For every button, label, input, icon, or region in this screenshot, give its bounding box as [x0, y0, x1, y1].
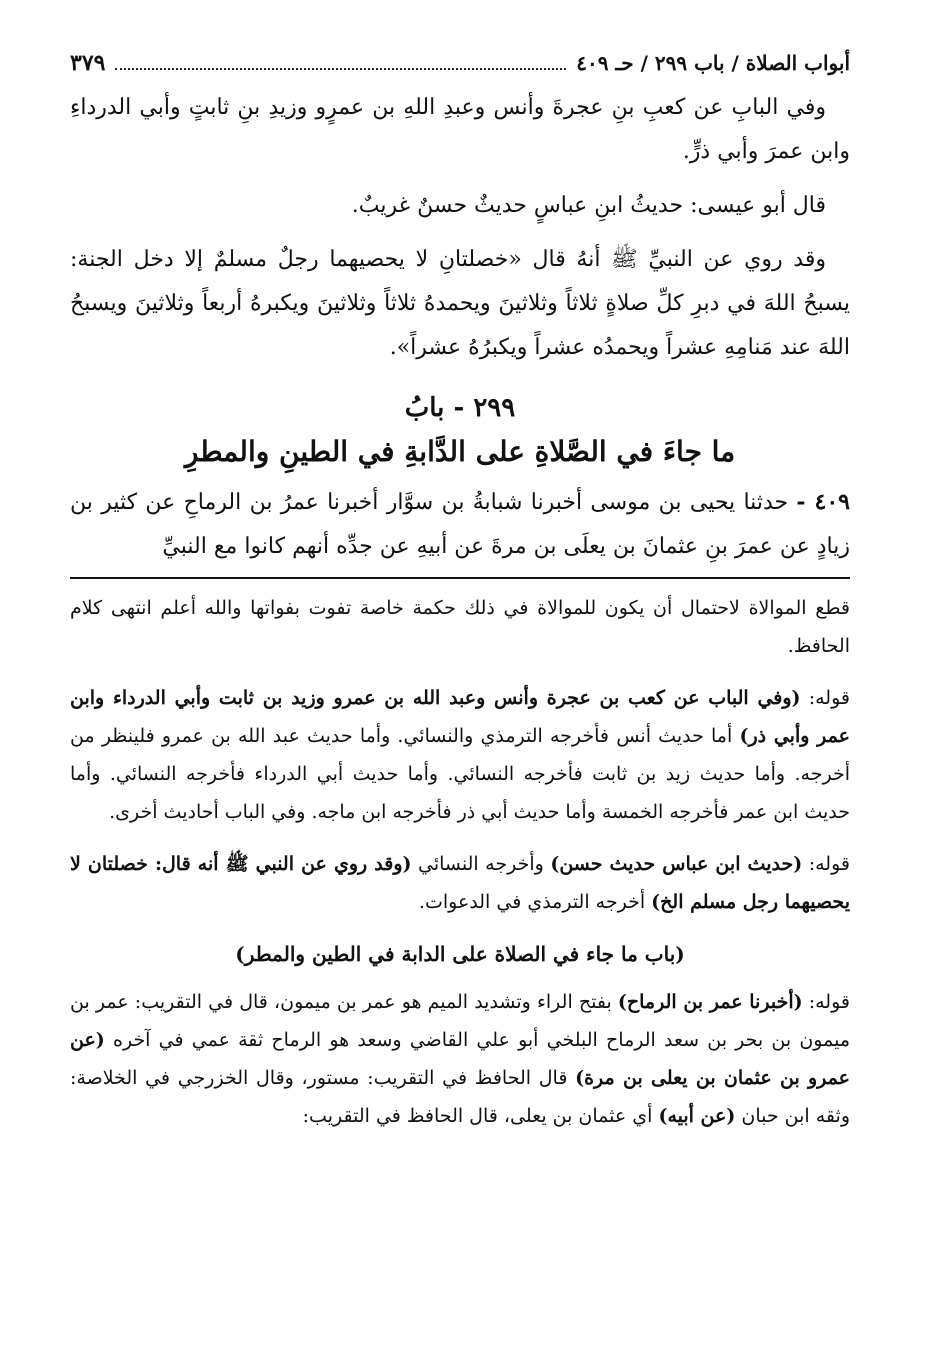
- commentary-lemma: (وقد روي عن النبي ﷺ أنه قال: خصلتان لا يحصيهما رجل مسلم الخ): [70, 853, 850, 913]
- commentary-lemma: (أخبرنا عمر بن الرماح): [617, 991, 803, 1013]
- commentary-lemma: (حديث ابن عباس حديث حسن): [550, 853, 803, 875]
- commentary-paragraph-3: [70, 845, 850, 921]
- footnote-divider: [70, 577, 850, 579]
- header-title: أبواب الصلاة / باب ٢٩٩ / حـ ٤٠٩: [576, 51, 850, 75]
- hadith-number: ٤٠٩ -: [796, 489, 850, 515]
- commentary-text: بفتح الراء وتشديد الميم هو عمر بن ميمون، قال في التقريب: عمر بن ميمون بن بحر بن سعد الرماح البلخي أبو علي القاضي وسعد هو الرماح ثقة عمي في آخره: [70, 991, 850, 1051]
- main-paragraph-1: وفي البابِ عن كعبِ بنِ عجرةَ وأنس وعبدِ اللهِ بن عمرٍو وزيدِ بنِ ثابتٍ وأبي الدرداءِ وابن عمرَ وأبي ذرٍّ.: [70, 95, 850, 164]
- main-text: [70, 86, 850, 370]
- commentary-label: قوله:: [808, 853, 850, 875]
- commentary: [70, 589, 850, 1135]
- commentary-lemma: (عن أبيه): [658, 1105, 736, 1127]
- commentary-paragraph-1: قطع الموالاة لاحتمال أن يكون للموالاة في ذلك حكمة خاصة تفوت بفواتها والله أعلم انتهى كلام الحافظ.: [70, 597, 850, 657]
- hadith-body: حدثنا يحيى بن موسى أخبرنا شبابةُ بن سوَّار أخبرنا عمرُ بن الرماحِ عن كثير بن زيادٍ عن عمرَ بنِ عثمانَ بن يعلَى بن مرةَ عن أبيهِ عن جدِّه أنهم كانوا مع النبيِّ: [70, 490, 850, 559]
- running-header: [70, 50, 850, 86]
- commentary-lemma: (عن عمرو بن عثمان بن يعلى بن مرة): [70, 1029, 850, 1089]
- hadith-text: [70, 480, 850, 569]
- chapter-title: ما جاءَ في الصَّلاةِ على الدَّابةِ في الطينِ والمطرِ: [184, 435, 736, 468]
- commentary-text: أما حديث أنس فأخرجه الترمذي والنسائي. وأما حديث عبد الله بن عمرو فلينظر من أخرجه. وأما حديث زيد بن ثابت فأخرجه النسائي. وأما حديث أبي الدرداء فأخرجه النسائي. وأما حديث ابن عمر فأخرجه الخمسة وأما حديث أبي ذر فأخرجه ابن ماجه. وفي الباب أحاديث أخرى.: [70, 725, 850, 823]
- commentary-paragraph-2: [70, 679, 850, 831]
- commentary-text: وأخرجه النسائي: [418, 853, 544, 875]
- commentary-text: أي عثمان بن يعلى، قال الحافظ في التقريب:: [302, 1105, 653, 1127]
- commentary-text: قال الحافظ في التقريب: مستور، وقال الخزرجي في الخلاصة: وثقه ابن حبان: [70, 1067, 850, 1127]
- commentary-sub-heading: (باب ما جاء في الصلاة على الدابة في الطين والمطر): [235, 942, 685, 966]
- main-paragraph-3: وقد روي عن النبيِّ ﷺ أنهُ قال «خصلتانِ لا يحصيهما رجلٌ مسلمٌ إلا دخل الجنة: يسبحُ اللهَ في دبرِ كلِّ صلاةٍ ثلاثاً وثلاثينَ ويحمدهُ ثلاثاً وثلاثينَ ويكبرهُ أربعاً وثلاثينَ ويسبحُ اللهَ عند مَنامِهِ عشراً ويحمدُه عشراً ويكبرُهُ عشراً».: [70, 247, 850, 360]
- page-number: ٣٧٩: [70, 50, 106, 76]
- commentary-label: قوله:: [808, 687, 850, 709]
- book-page: [70, 50, 850, 1149]
- chapter-number: ٢٩٩ - بابُ: [404, 393, 516, 423]
- header-dotted-leader: [115, 68, 566, 70]
- commentary-text: أخرجه الترمذي في الدعوات.: [418, 891, 646, 913]
- main-paragraph-2: قال أبو عيسى: حديثُ ابنِ عباسٍ حديثٌ حسنٌ غريبٌ.: [351, 193, 826, 218]
- commentary-label: قوله:: [808, 991, 850, 1013]
- commentary-paragraph-4: [70, 983, 850, 1135]
- commentary-lemma: (وفي الباب عن كعب بن عجرة وأنس وعبد الله بن عمرو وزيد بن ثابت وأبي الدرداء وابن عمر وأبي ذر): [70, 687, 850, 747]
